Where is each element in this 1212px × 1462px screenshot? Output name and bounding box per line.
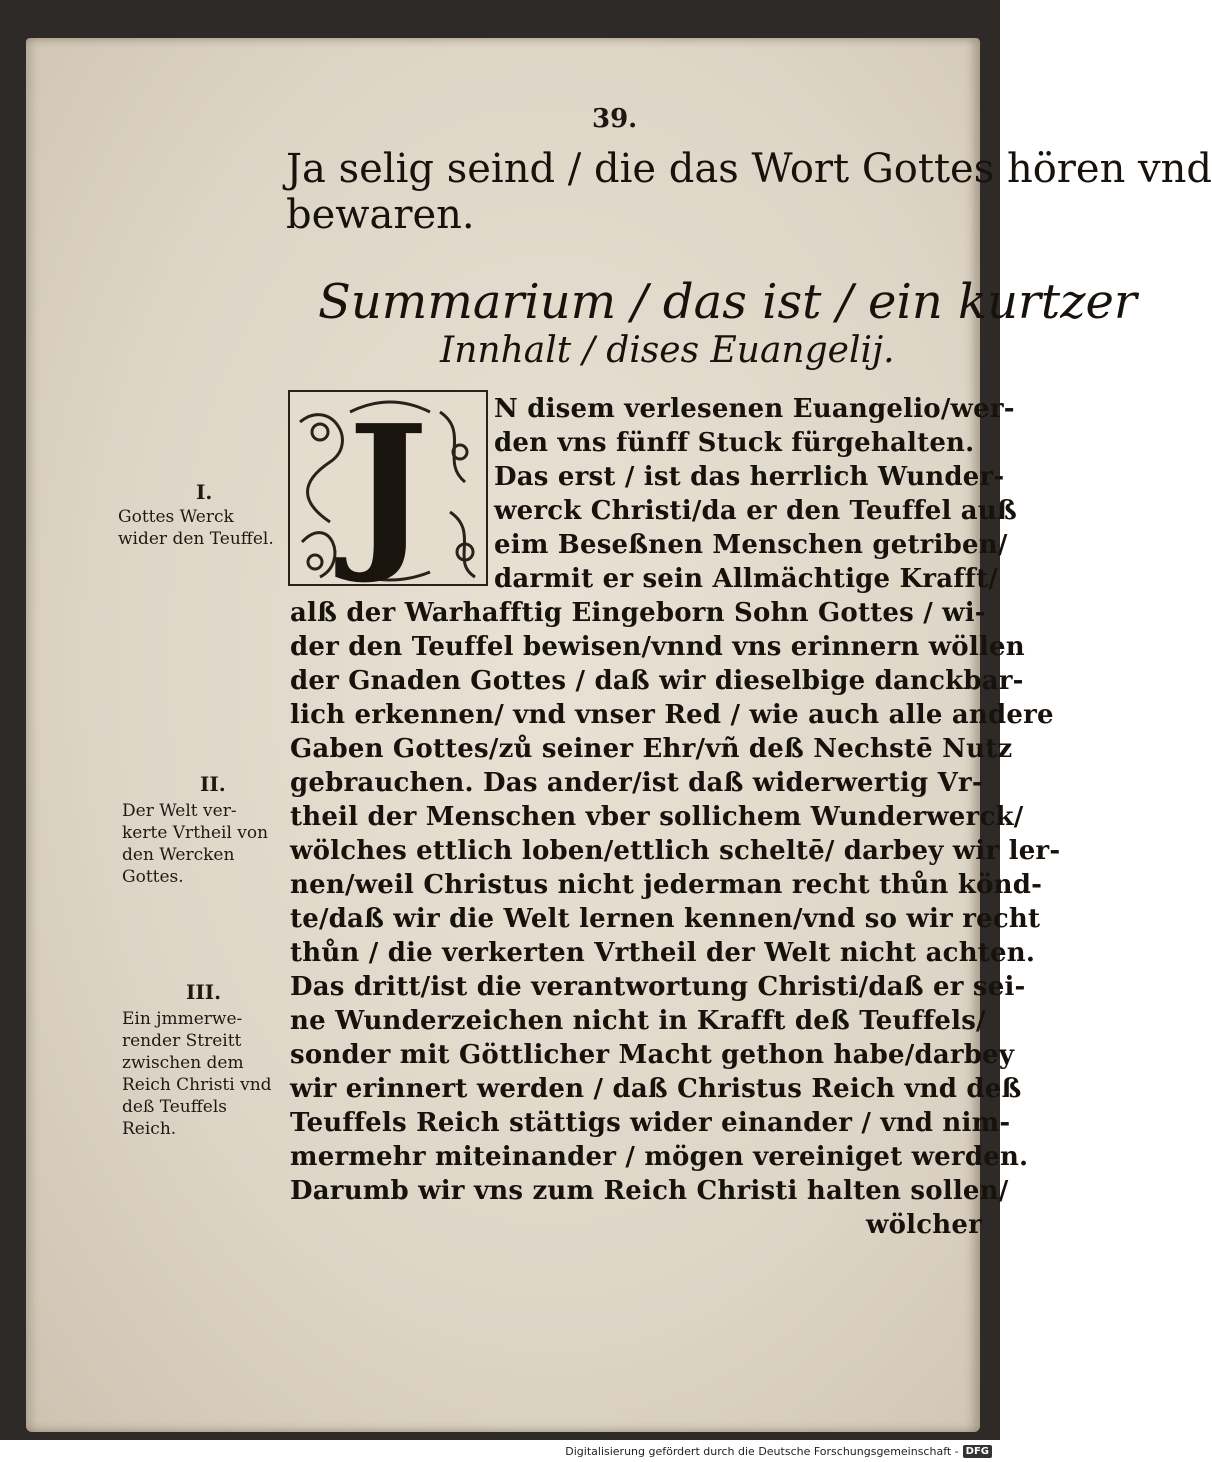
margin-note-2-line-4: Gottes. xyxy=(122,867,184,887)
margin-note-3-line-6: Reich. xyxy=(122,1119,177,1139)
footer-text: Digitalisierung gefördert durch die Deutsche Forschungsgemeinschaft - xyxy=(565,1445,959,1458)
body-line-12: gebrauchen. Das ander/ist daß widerwertig Vr- xyxy=(290,768,983,798)
section-subheading: Innhalt / dises Euangelij. xyxy=(440,330,895,371)
body-line-3: Das erst / ist das herrlich Wunder- xyxy=(494,462,1005,492)
initial-letter: J xyxy=(347,388,429,588)
body-line-22: Teuffels Reich stättigs wider einander / vnd nim- xyxy=(290,1108,1011,1138)
decorated-initial xyxy=(288,390,488,586)
body-line-20: sonder mit Göttlicher Macht gethon habe/darbey xyxy=(290,1040,1015,1070)
margin-note-3-line-4: Reich Christi vnd xyxy=(122,1075,272,1095)
margin-note-2-line-1: Der Welt ver- xyxy=(122,801,237,821)
body-line-14: wölches ettlich loben/ettlich scheltē/ darbey wir ler- xyxy=(290,836,1061,866)
margin-note-2 xyxy=(122,800,268,888)
body-line-8: der den Teuffel bewisen/vnnd vns erinnern wöllen xyxy=(290,632,1025,662)
body-line-6: darmit er sein Allmächtige Krafft/ xyxy=(494,564,998,594)
body-line-1: N disem verlesenen Euangelio/wer- xyxy=(494,394,1015,424)
body-line-11: Gaben Gottes/zů seiner Ehr/vñ deß Nechstē Nutz xyxy=(290,734,1013,764)
footer-credit xyxy=(565,1445,992,1458)
catchword: wölcher xyxy=(866,1210,982,1240)
body-line-2: den vns fünff Stuck fürgehalten. xyxy=(494,428,975,458)
margin-note-3-line-2: render Streitt xyxy=(122,1031,242,1051)
page-number: 39. xyxy=(592,104,638,134)
margin-note-1-line-1: Gottes Werck xyxy=(118,507,234,527)
body-line-10: lich erkennen/ vnd vnser Red / wie auch alle andere xyxy=(290,700,1054,730)
body-line-7: alß der Warhafftig Eingeborn Sohn Gottes / wi- xyxy=(290,598,986,628)
body-line-15: nen/weil Christus nicht jederman recht thůn könd- xyxy=(290,870,1043,900)
margin-note-3-line-1: Ein jmmerwe- xyxy=(122,1009,243,1029)
body-line-4: werck Christi/da er den Teuffel auß xyxy=(494,496,1017,526)
body-line-5: eim Beseßnen Menschen getriben/ xyxy=(494,530,1008,560)
section-heading: Summarium / das ist / ein kurtzer xyxy=(318,274,1137,330)
margin-note-2-line-3: den Wercken xyxy=(122,845,235,865)
margin-note-3-line-5: deß Teuffels xyxy=(122,1097,228,1117)
body-line-24: Darumb wir vns zum Reich Christi halten sollen/ xyxy=(290,1176,1009,1206)
intro-line-1: Ja selig seind / die das Wort Gottes hören vnd xyxy=(286,146,1212,192)
margin-note-2-line-2: kerte Vrtheil von xyxy=(122,823,269,843)
body-line-17: thůn / die verkerten Vrtheil der Welt nicht achten. xyxy=(290,938,1036,968)
margin-note-1-numeral: I. xyxy=(196,480,213,504)
margin-note-1-line-2: wider den Teuffel. xyxy=(118,529,274,549)
margin-note-3-line-3: zwischen dem xyxy=(122,1053,244,1073)
body-line-16: te/daß wir die Welt lernen kennen/vnd so wir recht xyxy=(290,904,1041,934)
margin-note-3 xyxy=(122,1008,272,1140)
body-line-13: theil der Menschen vber sollichem Wunderwerck/ xyxy=(290,802,1024,832)
body-line-23: mermehr miteinander / mögen vereiniget werden. xyxy=(290,1142,1029,1172)
margin-note-1 xyxy=(118,506,274,550)
body-line-19: ne Wunderzeichen nicht in Krafft deß Teuffels/ xyxy=(290,1006,986,1036)
intro-line-2: bewaren. xyxy=(286,192,475,238)
body-line-18: Das dritt/ist die verantwortung Christi/daß er sei- xyxy=(290,972,1026,1002)
body-line-9: der Gnaden Gottes / daß wir dieselbige danckbar- xyxy=(290,666,1024,696)
margin-note-3-numeral: III. xyxy=(186,980,222,1004)
margin-note-2-numeral: II. xyxy=(200,772,226,796)
dfg-logo-icon: DFG xyxy=(963,1445,992,1458)
body-line-21: wir erinnert werden / daß Christus Reich vnd deß xyxy=(290,1074,1022,1104)
